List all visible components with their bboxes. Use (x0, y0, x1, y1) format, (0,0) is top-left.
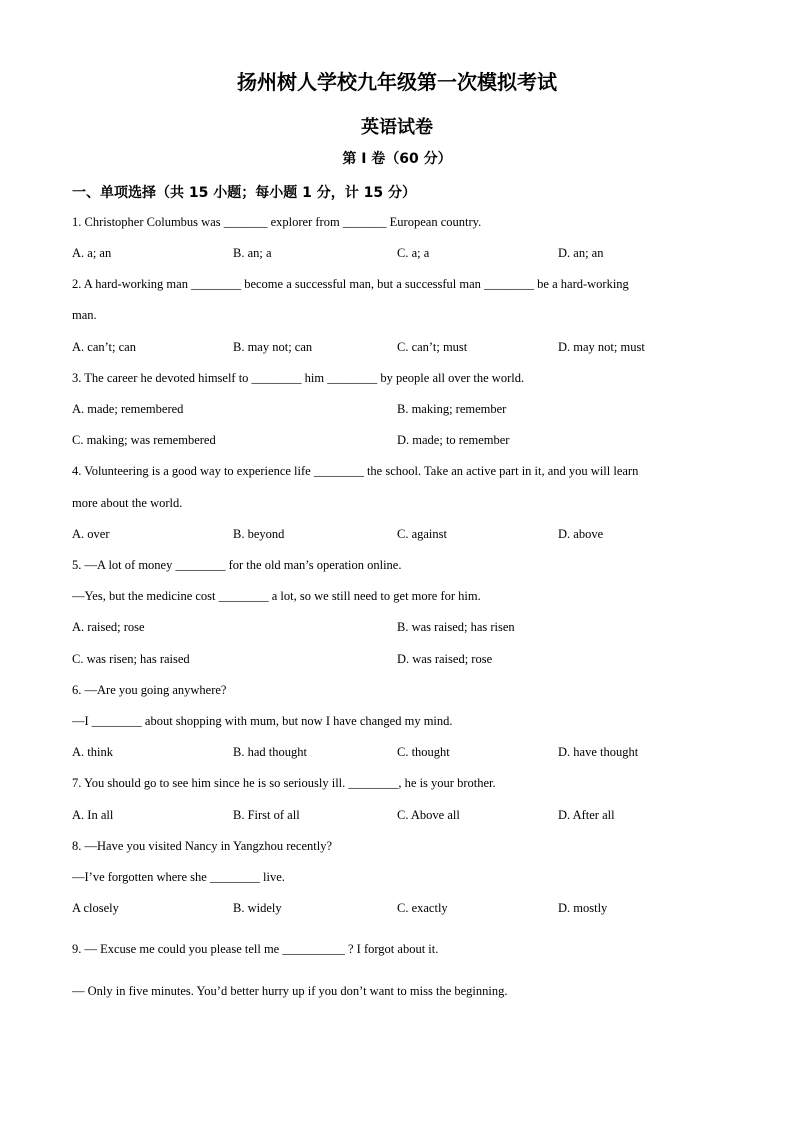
question-7-option-c: C. Above all (397, 808, 460, 822)
question-9-stem-cont: — Only in five minutes. You’d better hurry up if you don’t want to miss the beginning. (72, 984, 508, 998)
section-title: 一、单项选择（共 15 小题；每小题 1 分，计 15 分） (72, 185, 416, 201)
question-1-option-b: B. an; a (233, 246, 272, 260)
subject-title: 英语试卷 (361, 117, 433, 138)
question-9-stem: 9. — Excuse me could you please tell me __________ ? I forgot about it. (72, 942, 439, 956)
question-4-stem: 4. Volunteering is a good way to experience life ________ the school. Take an active part in it, and you will learn (72, 464, 639, 478)
question-5-stem: 5. —A lot of money ________ for the old man’s operation online. (72, 558, 402, 572)
question-4-option-b: B. beyond (233, 527, 285, 541)
question-6-stem-cont: —I ________ about shopping with mum, but now I have changed my mind. (72, 714, 453, 728)
question-8-option-b: B. widely (233, 901, 282, 915)
question-4-stem-cont: more about the world. (72, 496, 183, 510)
question-3-option-d: D. made; to remember (397, 433, 510, 447)
question-6-option-c: C. thought (397, 745, 450, 759)
question-7-option-d: D. After all (558, 808, 615, 822)
question-2-option-d: D. may not; must (558, 340, 645, 354)
question-2-option-a: A. can’t; can (72, 340, 136, 354)
question-1-option-a: A. a; an (72, 246, 112, 260)
question-7-stem: 7. You should go to see him since he is so seriously ill. ________, he is your brother. (72, 776, 496, 790)
question-4-option-c: C. against (397, 527, 447, 541)
part-title: 第 I 卷（60 分） (342, 151, 452, 167)
question-5-stem-cont: —Yes, but the medicine cost ________ a lot, so we still need to get more for him. (72, 589, 481, 603)
question-8-stem-cont: —I’ve forgotten where she ________ live. (72, 870, 285, 884)
question-5-option-a: A. raised; rose (72, 620, 145, 634)
question-3-stem: 3. The career he devoted himself to ________ him ________ by people all over the world. (72, 371, 525, 385)
question-2-option-c: C. can’t; must (397, 340, 468, 354)
question-4-option-a: A. over (72, 527, 110, 541)
question-2-option-b: B. may not; can (233, 340, 313, 354)
question-8-stem: 8. —Have you visited Nancy in Yangzhou recently? (72, 839, 333, 853)
question-6-stem: 6. —Are you going anywhere? (72, 683, 227, 697)
question-7-option-b: B. First of all (233, 808, 300, 822)
question-2-stem: 2. A hard-working man ________ become a successful man, but a successful man ________ be a hard-working (72, 277, 629, 291)
question-4-option-d: D. above (558, 527, 604, 541)
question-3-option-b: B. making; remember (397, 402, 507, 416)
question-6-option-a: A. think (72, 745, 113, 759)
question-1-option-c: C. a; a (397, 246, 430, 260)
question-5-option-b: B. was raised; has risen (397, 620, 515, 634)
question-5-option-d: D. was raised; rose (397, 652, 493, 666)
question-5-option-c: C. was risen; has raised (72, 652, 190, 666)
school-title: 扬州树人学校九年级第一次模拟考试 (237, 70, 557, 94)
question-1-option-d: D. an; an (558, 246, 604, 260)
question-6-option-d: D. have thought (558, 745, 639, 759)
question-1-stem: 1. Christopher Columbus was _______ explorer from _______ European country. (72, 215, 482, 229)
question-6-option-b: B. had thought (233, 745, 307, 759)
question-7-option-a: A. In all (72, 808, 114, 822)
question-3-option-a: A. made; remembered (72, 402, 184, 416)
question-2-stem-cont: man. (72, 308, 97, 322)
question-8-option-a: A closely (72, 901, 119, 915)
question-3-option-c: C. making; was remembered (72, 433, 216, 447)
question-8-option-d: D. mostly (558, 901, 608, 915)
question-8-option-c: C. exactly (397, 901, 448, 915)
